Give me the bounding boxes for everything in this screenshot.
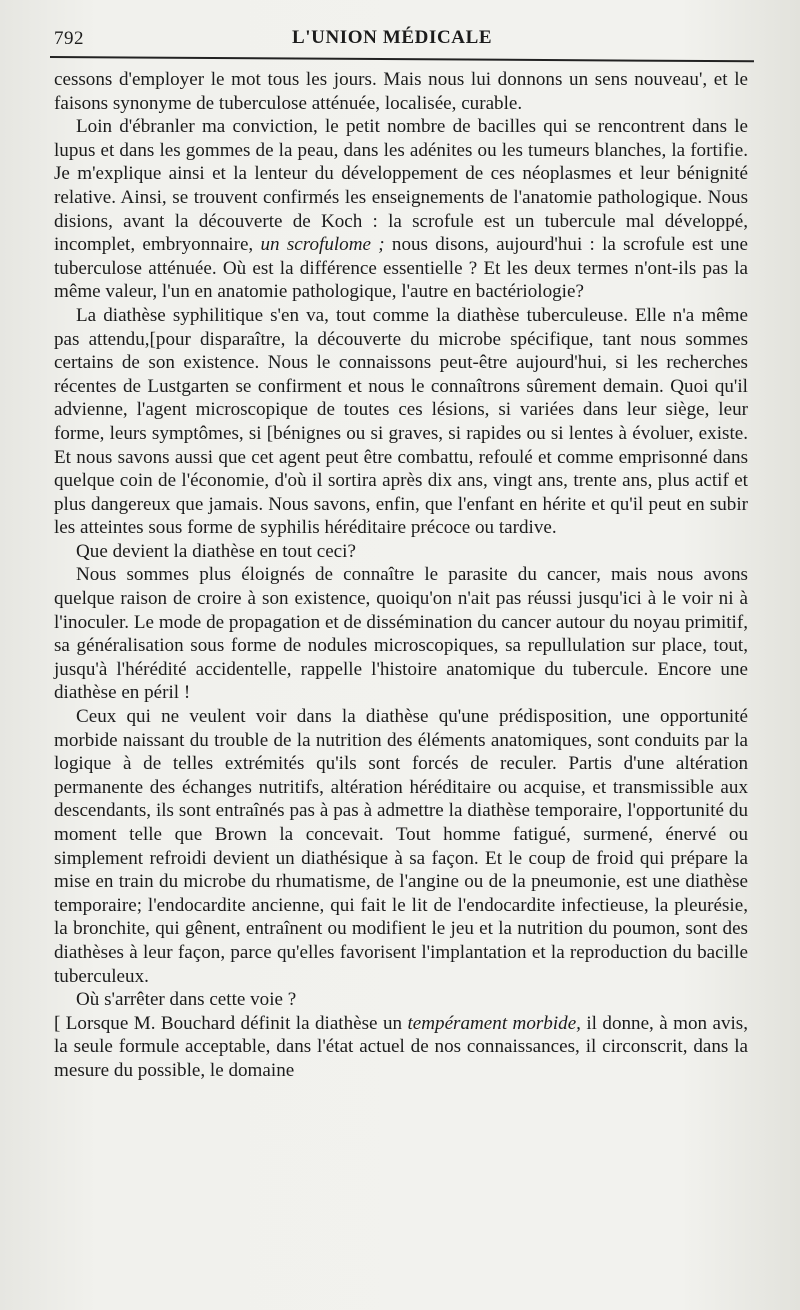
text-run: Ceux qui ne veulent voir dans la diathèse qu'une prédisposition, une opportunité morbide naissant du trouble de la nutrition des éléments anatomiques, sont conduits par la logique à de telles extrémités qu'ils sont forcés de reculer. Partis d'une altération permanente des échanges nutritifs, altération héréditaire ou acquise, et transmissible aux descendants, ils sont entraînés pas à pas à admettre la diathèse temporaire, l'opportunité du moment telle que Brown la concevait. Tout homme fatigué, surmené, énervé ou simplement refroidi devient un diathésique à sa façon. Et le coup de froid qui prépare la mise en train du microbe du rhumatisme, de l'angine ou de la pneumonie, est une diathèse temporaire; l'endocardite ancienne, qui fait le lit de l'endocardite infectieuse, la pleurésie, la bronchite, qui gênent, entraînent ou modifient le jeu et la nutrition du poumon, sont des diathèses à leur façon, parce qu'elles favorisent l'implantation et la reproduction du bacille tuberculeux.: [54, 706, 748, 987]
text-run: Nous sommes plus éloignés de connaître le parasite du cancer, mais nous avons quelque raison de croire à son existence, quoiqu'on n'ait pas réussi jusqu'ici à le voir ni à l'inoculer. Le mode de propagation et de dissémination du cancer autour du noyau primitif, sa généralisation sous forme de nodules microscopiques, sa repullulation sur place, tout, jusqu'à l'hérédité accidentelle, rappelle l'histoire anatomique du tubercule. Encore une diathèse en péril !: [54, 564, 748, 704]
text-run: La diathèse syphilitique s'en va, tout comme la diathèse tuberculeuse. Elle n'a même pas attendu,[pour disparaître, la découverte du microbe spécifique, tant nous sommes certains de son existence. Nous le connaissons peut-être aujourd'hui, si les recherches récentes de Lustgarten se confirment et nous le connaîtrons sûrement demain. Quoi qu'il advienne, l'agent microscopique de toutes ces lésions, si variées dans leur siège, leur forme, leurs symptômes, si [bénignes ou si graves, si rapides ou si lentes à évoluer, existe. Et nous savons aussi que cet agent peut être combattu, refoulé et comme emprisonné dans quelque coin de l'économie, d'où il sortira après dix ans, vingt ans, trente ans, plus actif et plus dangereux que jamais. Nous savons, enfin, que l'enfant en hérite et qu'il peut en subir les atteintes sous forme de syphilis héréditaire précoce ou tardive.: [54, 304, 748, 539]
body-text: [54, 68, 748, 1083]
paragraph: [54, 540, 748, 564]
text-run: Où s'arrêter dans cette voie ?: [76, 989, 297, 1011]
paragraph: [54, 1012, 748, 1083]
text-run: Que devient la diathèse en tout ceci?: [76, 540, 356, 562]
italic-phrase: un scrofulome ;: [260, 234, 385, 256]
italic-phrase: tempérament morbide,: [407, 1012, 581, 1034]
page-number: 792: [54, 28, 84, 49]
page-header: [54, 22, 748, 56]
text-run: [ Lorsque M. Bouchard définit la diathèse un: [54, 1012, 408, 1034]
text-run: nous disons, aujourd'hui : la scrofule est une tuberculose atténuée. Où est la différence essentielle ? Et les deux termes n'ont-ils pas la même valeur, l'un en anatomie pathologique, l'autre en bactériologie?: [54, 234, 748, 303]
paragraph: [54, 115, 748, 304]
paragraph: [54, 705, 748, 988]
text-run: il donne, à mon avis, la seule formule acceptable, dans l'état actuel de nos connaissances, il circonscrit, dans la mesure du possible, le domaine: [54, 1012, 749, 1081]
text-run: Loin d'ébranler ma conviction, le petit nombre de bacilles qui se rencontrent dans le lupus et dans les gommes de la peau, dans les adénites ou les tumeurs blanches, la fortifie. Je m'explique ainsi et la lenteur du développement de ces néoplasmes et leur bénignité relative. Ainsi, se trouvent confirmés les enseignements de l'anatomie pathologique. Nous disions, avant la découverte de Koch : la scrofule est un tubercule mal développé, incomplet, embryonnaire,: [54, 116, 748, 256]
header-rule: [50, 56, 754, 62]
running-title: L'UNION MÉDICALE: [292, 27, 493, 48]
paragraph: [54, 68, 748, 115]
paragraph: [54, 988, 748, 1012]
paragraph: [54, 304, 748, 540]
paragraph: [54, 563, 748, 705]
text-run: cessons d'employer le mot tous les jours. Mais nous lui donnons un sens nouveau', et le faisons synonyme de tuberculose atténuée, localisée, curable.: [54, 69, 748, 114]
